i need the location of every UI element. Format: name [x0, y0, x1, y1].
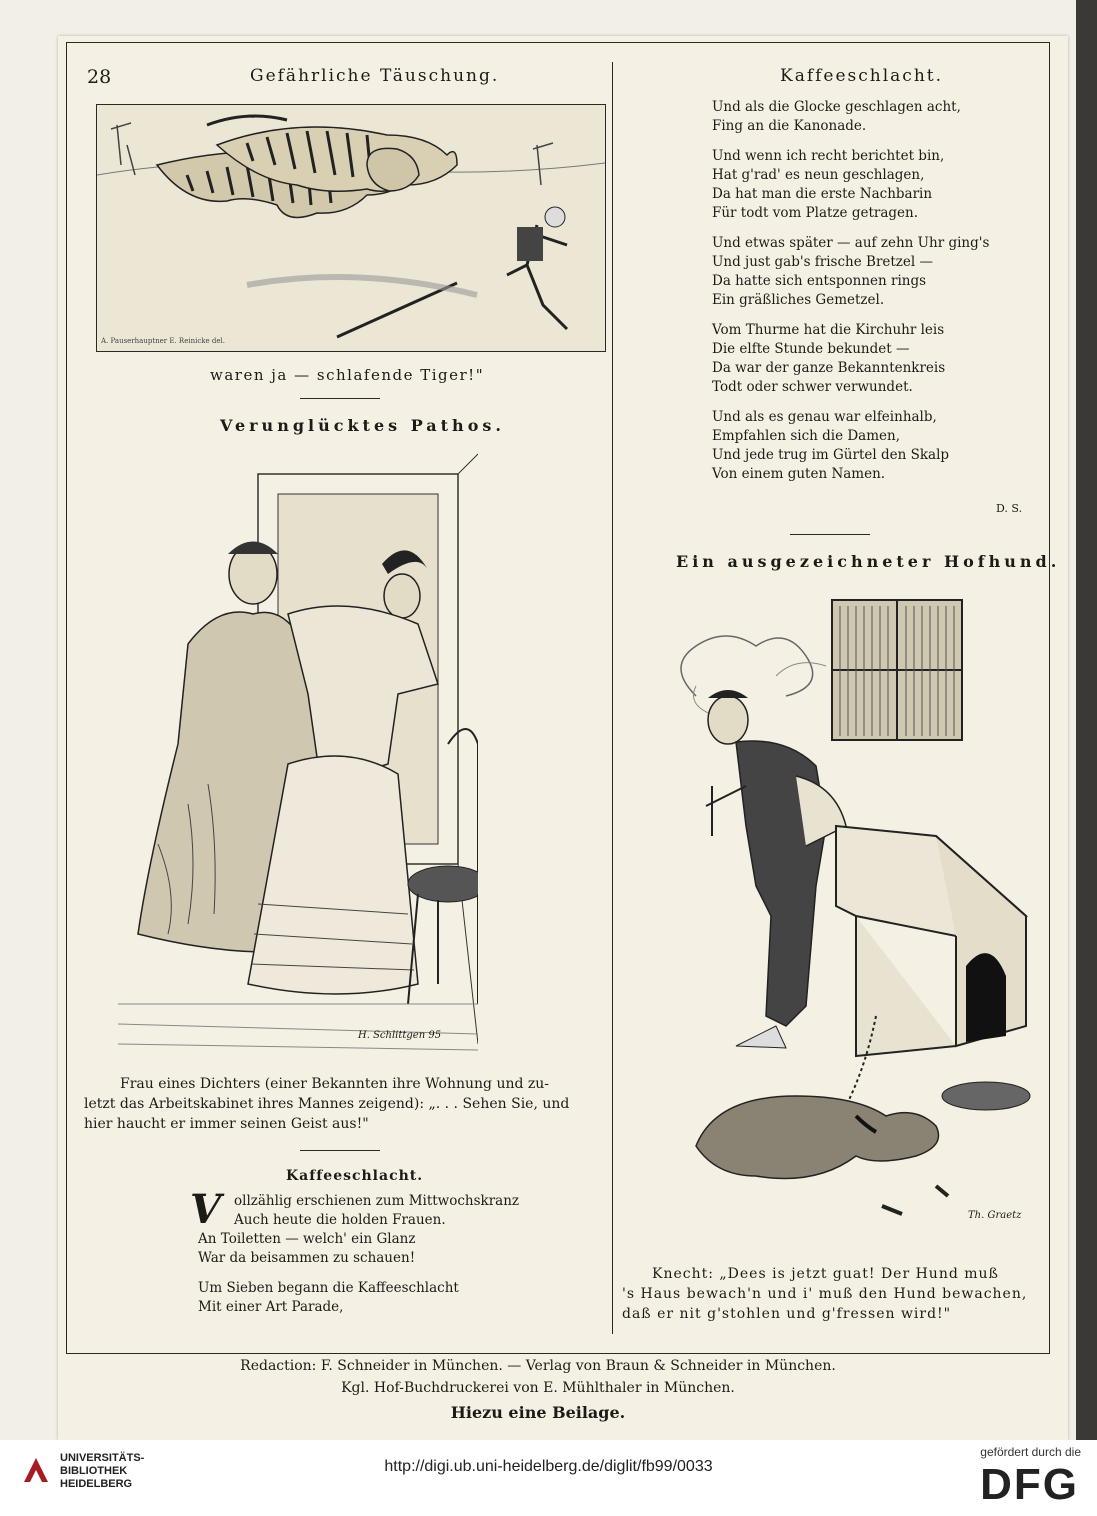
kaffee-right-s3-l4: Ein gräßliches Gemetzel.	[712, 292, 885, 308]
kaffee-right-s4-l1: Vom Thurme hat die Kirchuhr leis	[712, 322, 945, 338]
pathos-caption-line-1: Frau eines Dichters (einer Bekannten ihre Wohnung und zu-	[120, 1076, 550, 1092]
pathos-artist-signature: H. Schlittgen 95	[358, 1030, 442, 1041]
kaffee-right-s2-l2: Hat g'rad' es neun geschlagen,	[712, 167, 925, 183]
kaffee-right-s2-l3: Da hat man die erste Nachbarin	[712, 186, 933, 202]
kaffee-right-s5-l3: Und jede trug im Gürtel den Skalp	[712, 447, 950, 463]
pathos-caption-line-2: letzt das Arbeitskabinet ihres Mannes zeigend): „. . . Sehen Sie, und	[84, 1096, 570, 1112]
kaffee-right-s2-l1: Und wenn ich recht berichtet bin,	[712, 148, 945, 164]
pathos-title: Verunglücktes Pathos.	[220, 416, 505, 435]
kaffee-right-s3-l3: Da hatte sich entsponnen rings	[712, 273, 927, 289]
column-divider	[612, 62, 613, 1334]
kaffee-left-line-2: Auch heute die holden Frauen.	[234, 1212, 446, 1228]
tiger-rule	[300, 398, 380, 399]
kaffee-right-s1-l1: Und als die Glocke geschlagen acht,	[712, 99, 961, 115]
kaffee-right-s5-l4: Von einem guten Namen.	[712, 466, 886, 482]
kaffee-left-line-5: Um Sieben begann die Kaffeeschlacht	[198, 1280, 459, 1296]
imprint-line-3: Hiezu eine Beilage.	[450, 1403, 626, 1422]
hofhund-title: Ein ausgezeichneter Hofhund.	[676, 552, 1061, 571]
kaffee-left-line-1: ollzählig erschienen zum Mittwochskranz	[234, 1193, 520, 1209]
tiger-artist-signature: A. Pauserhauptner E. Reinicke del.	[101, 337, 225, 345]
hofhund-caption-line-2: 's Haus bewach'n und i' muß den Hund bewachen,	[622, 1286, 1028, 1302]
kaffee-right-poem	[712, 98, 989, 484]
hofhund-artist-signature: Th. Graetz	[968, 1210, 1022, 1221]
pathos-caption	[84, 1074, 598, 1134]
university-name-line-3: HEIDELBERG	[60, 1478, 133, 1490]
funding-note: gefördert durch die	[980, 1445, 1081, 1459]
hofhund-illustration	[656, 586, 1046, 1234]
university-name-line-2: BIBLIOTHEK	[60, 1465, 128, 1477]
kaffee-left-poem	[198, 1192, 519, 1317]
dfg-logo: DFG	[980, 1460, 1079, 1509]
book-spine-edge	[1076, 0, 1097, 1440]
tiger-caption: waren ja — schlafende Tiger!"	[210, 366, 485, 384]
kaffee-right-s5-l2: Empfahlen sich die Damen,	[712, 428, 901, 444]
page-number: 28	[87, 66, 112, 88]
kaffee-rule	[790, 534, 870, 535]
pathos-rule	[300, 1150, 380, 1151]
kaffee-left-line-3: An Toiletten — welch' ein Glanz	[198, 1231, 416, 1247]
hofhund-caption	[622, 1264, 1042, 1324]
pathos-drawing	[118, 444, 478, 1052]
kaffee-right-s4-l4: Todt oder schwer verwundet.	[712, 379, 913, 395]
kaffee-right-s5-l1: Und als es genau war elfeinhalb,	[712, 409, 937, 425]
hofhund-drawing	[656, 586, 1046, 1234]
tiger-illustration	[96, 104, 606, 352]
left-heading: Gefährliche Täuschung.	[250, 66, 500, 86]
kaffee-right-s4-l2: Die elfte Stunde bekundet —	[712, 341, 910, 357]
hofhund-caption-line-1: Knecht: „Dees is jetzt guat! Der Hund muß	[652, 1266, 999, 1282]
hofhund-caption-line-3: daß er nit g'stohlen und g'fressen wird!"	[622, 1306, 952, 1322]
kaffee-right-s3-l1: Und etwas später — auf zehn Uhr ging's	[712, 235, 990, 251]
tiger-drawing	[97, 105, 605, 351]
pathos-illustration	[118, 444, 478, 1052]
university-name-line-1: UNIVERSITÄTS-	[60, 1452, 145, 1464]
kaffee-right-s4-l3: Da war der ganze Bekanntenkreis	[712, 360, 946, 376]
library-footer-bar	[0, 1440, 1097, 1516]
kaffee-left-title: Kaffeeschlacht.	[286, 1168, 424, 1184]
pathos-caption-line-3: hier haucht er immer seinen Geist aus!"	[84, 1116, 369, 1132]
kaffee-left-line-6: Mit einer Art Parade,	[198, 1299, 344, 1315]
imprint-line-1: Redaction: F. Schneider in München. — Verlag von Braun & Schneider in München.	[240, 1358, 836, 1374]
kaffee-right-s1-l2: Fing an die Kanonade.	[712, 118, 867, 134]
imprint-line-2: Kgl. Hof-Buchdruckerei von E. Mühlthaler in München.	[341, 1380, 735, 1396]
kaffee-right-s2-l4: Für todt vom Platze getragen.	[712, 205, 919, 221]
kaffee-initial-letter: V	[190, 1186, 222, 1233]
right-heading: Kaffeeschlacht.	[780, 66, 944, 86]
digitization-url[interactable]: http://digi.ub.uni-heidelberg.de/diglit/fb99/0033	[384, 1458, 713, 1475]
kaffee-left-line-4: War da beisammen zu schauen!	[198, 1250, 416, 1266]
kaffee-right-s3-l2: Und just gab's frische Bretzel —	[712, 254, 934, 270]
kaffee-author: D. S.	[996, 502, 1023, 515]
